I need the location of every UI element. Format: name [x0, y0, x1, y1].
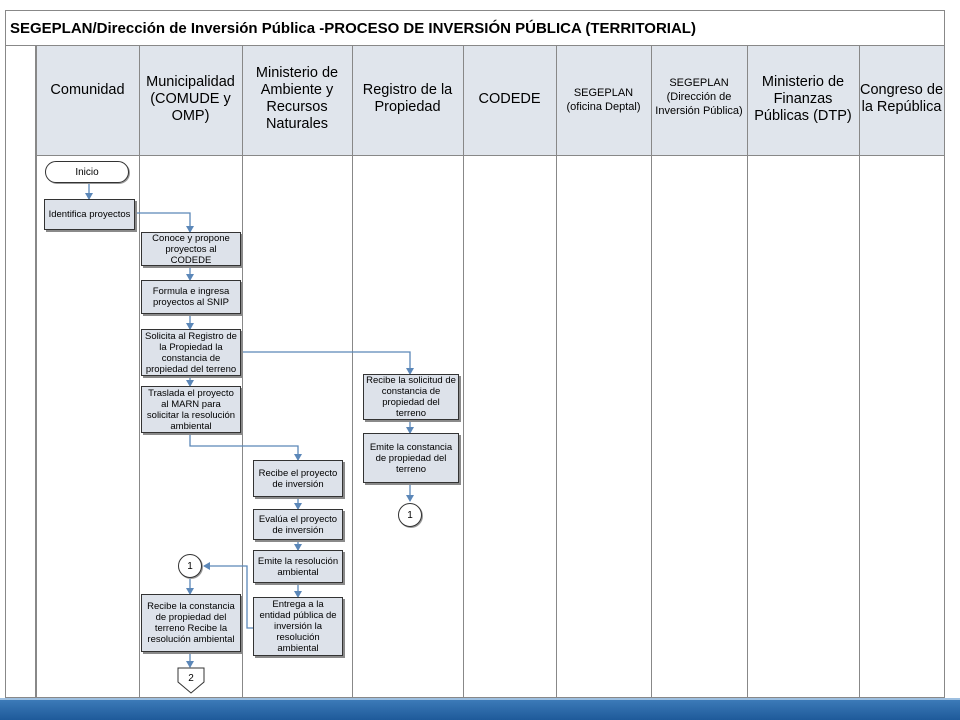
- lane-header-registro: Registro de la Propiedad: [362, 82, 453, 115]
- lane-header-marn: Ministerio de Ambiente y Recursos Naturales: [255, 65, 339, 132]
- step-solicita-registro: Solicita al Registro de la Propiedad la constancia de propiedad del terreno: [141, 329, 241, 376]
- step-traslada-marn: Traslada el proyecto al MARN para solicitar la resolución ambiental: [141, 386, 241, 433]
- step-conoce-propone: Conoce y propone proyectos al CODEDE: [141, 232, 241, 266]
- step-entrega-resolucion: Entrega a la entidad pública de inversión la resolución ambiental: [253, 597, 343, 656]
- lane-header-segeplan-dip: SEGEPLAN (Dirección de Inversión Pública): [655, 77, 743, 117]
- lane-divider: [944, 46, 945, 698]
- step-identifica-proyectos: Identifica proyectos: [44, 199, 135, 230]
- lane-header-minfin: Ministerio de Finanzas Públicas (DTP): [754, 74, 852, 124]
- lane-header-codede: CODEDE: [478, 91, 541, 107]
- start-terminator: Inicio: [45, 161, 129, 183]
- offpage-connector-2-label: 2: [188, 673, 194, 684]
- step-recibe-solicitud: Recibe la solicitud de constancia de propiedad del terreno: [363, 374, 459, 420]
- lane-header-segeplan-deptal: SEGEPLAN (oficina Deptal): [566, 87, 641, 113]
- title-bar: [5, 10, 945, 46]
- step-emite-constancia: Emite la constancia de propiedad del terreno: [363, 433, 459, 483]
- step-recibe-constancia-resolucion: Recibe la constancia de propiedad del terreno Recibe la resolución ambiental: [141, 594, 241, 652]
- footer-bar: [0, 700, 960, 720]
- connector-1-municipalidad: 1: [178, 554, 202, 578]
- connector-1-registro: 1: [398, 503, 422, 527]
- step-evalua-proyecto: Evalúa el proyecto de inversión: [253, 509, 343, 540]
- lane-header-municipalidad: Municipalidad (COMUDE y OMP): [146, 74, 235, 124]
- lane-header-congreso: Congreso de la República: [859, 82, 944, 115]
- left-strip: [5, 46, 36, 698]
- offpage-connector-2: [176, 667, 206, 695]
- step-formula-ingresa: Formula e ingresa proyectos al SNIP: [141, 280, 241, 314]
- step-recibe-proyecto: Recibe el proyecto de inversión: [253, 460, 343, 497]
- lane-header-comunidad: Comunidad: [50, 82, 125, 98]
- step-emite-resolucion: Emite la resolución ambiental: [253, 550, 343, 583]
- diagram-title: SEGEPLAN/Dirección de Inversión Pública -PROCESO DE INVERSIÓN PÚBLICA (TERRITORIAL): [10, 20, 696, 37]
